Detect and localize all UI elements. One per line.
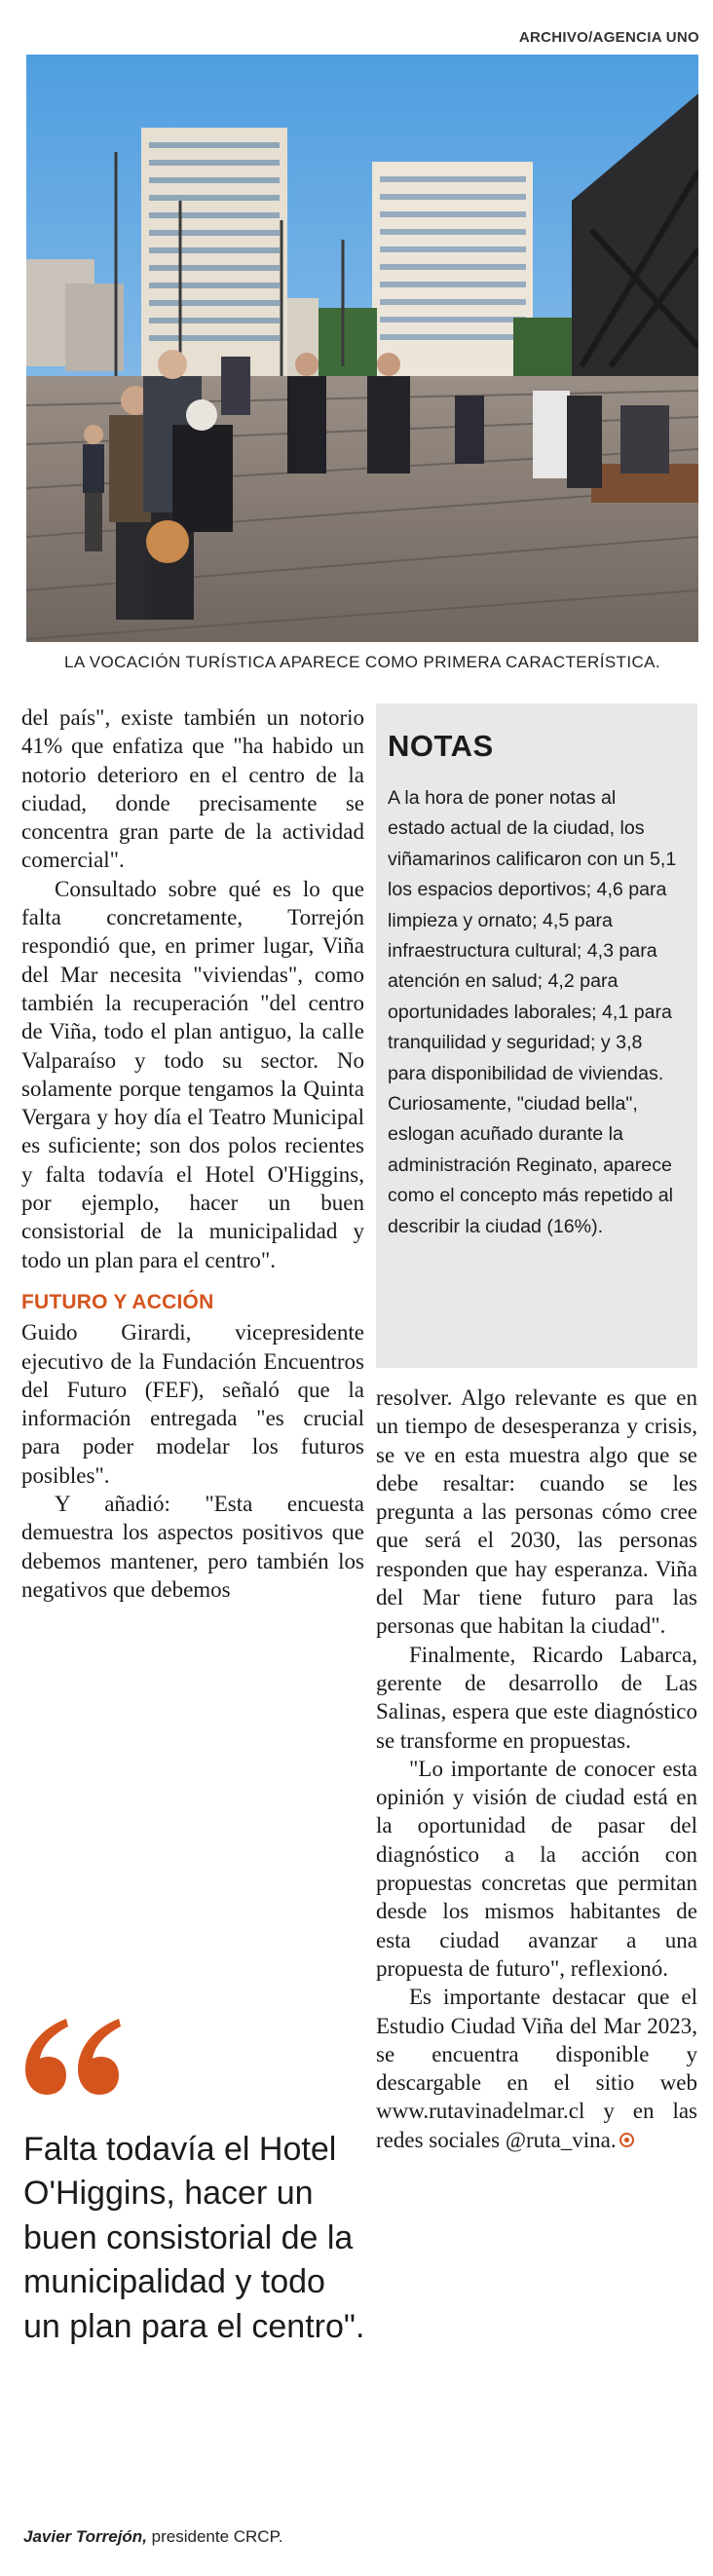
- article-paragraph: del país", existe también un notorio 41% que enfatiza que "ha habido un notorio deterioro en el centro de la ciudad, donde precisamente se concentra gran parte de la actividad comercial".: [21, 705, 364, 873]
- article-paragraph-final: [376, 1983, 697, 2154]
- pull-quote-text: Falta todavía el Hotel O'Higgins, hacer un buen consistorial de la municipalidad y todo un plan para el centro".: [23, 2131, 365, 2345]
- photo-caption: LA VOCACIÓN TURÍSTICA APARECE COMO PRIMERA CARACTERÍSTICA.: [63, 653, 660, 671]
- section-subhead: FUTURO Y ACCIÓN: [21, 1290, 214, 1313]
- article-paragraph: resolver. Algo relevante es que en un tiempo de desesperanza y crisis, se ve en esta muestra algo que se debe resaltar: cuando se les pregunta a las personas cómo cree que será el 2030, las personas responden que hay esperanza. Viña del Mar tiene futuro para las personas que habitan la ciudad".: [376, 1385, 697, 1639]
- photo-credit: ARCHIVO/AGENCIA UNO: [518, 29, 699, 46]
- article-paragraph: Consultado sobre qué es lo que falta concretamente, Torrejón respondió que, en primer lugar, Viña del Mar necesita "viviendas", como también la recuperación "del centro de Viña, todo el plan antiguo, la calle Valparaíso y todo su sector. No solamente porque tengamos la Quinta Vergara y hoy día el Teatro Municipal es suficiente; son dos polos recientes y falta todavía el Hotel O'Higgins, por ejemplo, hacer un buen consistorial de la municipalidad y todo un plan para el centro".: [21, 876, 364, 1272]
- pull-quote-author: [23, 2527, 366, 2547]
- article-paragraph: Guido Girardi, vicepresidente ejecutivo de la Fundación Encuentros del Futuro (FEF), señaló que la información entregada "es crucial para poder modelar los futuros posibles".: [21, 1320, 364, 1488]
- article-right-column: [376, 1383, 697, 2154]
- notas-box: [376, 703, 697, 1368]
- quote-author-role: presidente CRCP.: [146, 2527, 283, 2546]
- pier-photo-illustration: [26, 55, 698, 642]
- pier-photo: [26, 55, 698, 642]
- end-of-article-icon: [619, 2133, 634, 2147]
- quote-author-name: Javier Torrejón,: [23, 2527, 147, 2546]
- article-paragraph: Finalmente, Ricardo Labarca, gerente de desarrollo de Las Salinas, espera que este diagnóstico se transforme en propuestas.: [376, 1642, 697, 1753]
- article-paragraph: "Lo importante de conocer esta opinión y visión de ciudad está en la oportunidad de pasar del diagnóstico a la acción con propuestas concretas que permitan desde los mismos habitantes de esta ciudad avanzar a una propuesta de futuro", reflexionó.: [376, 1756, 697, 1981]
- article-paragraph: Y añadió: "Esta encuesta demuestra los aspectos positivos que debemos mantener, pero también los negativos que debemos: [21, 1492, 364, 1602]
- article-paragraph-text: Es importante destacar que el Estudio Ciudad Viña del Mar 2023, se encuentra disponible y descargable en el sitio web www.rutavinadelmar.cl y en las redes sociales @ruta_vina.: [376, 1985, 697, 2152]
- article-left-column: [21, 703, 364, 1604]
- quote-mark-icon: [19, 2015, 127, 2099]
- notas-title: NOTAS: [388, 729, 494, 763]
- notas-body: A la hora de poner notas al estado actual de la ciudad, los viñamarinos calificaron con un 5,1 los espacios deportivos; 4,6 para limpieza y ornato; 4,5 para infraestructura cultural; 4,3 para atención en salud; 4,2 para oportunidades laborales; 4,1 para tranquilidad y seguridad; y 3,8 para disponibilidad de viviendas. Curiosamente, "ciudad bella", eslogan acuñado durante la administración Reginato, aparece como el concepto más repetido al describir la ciudad (16%).: [388, 787, 677, 1237]
